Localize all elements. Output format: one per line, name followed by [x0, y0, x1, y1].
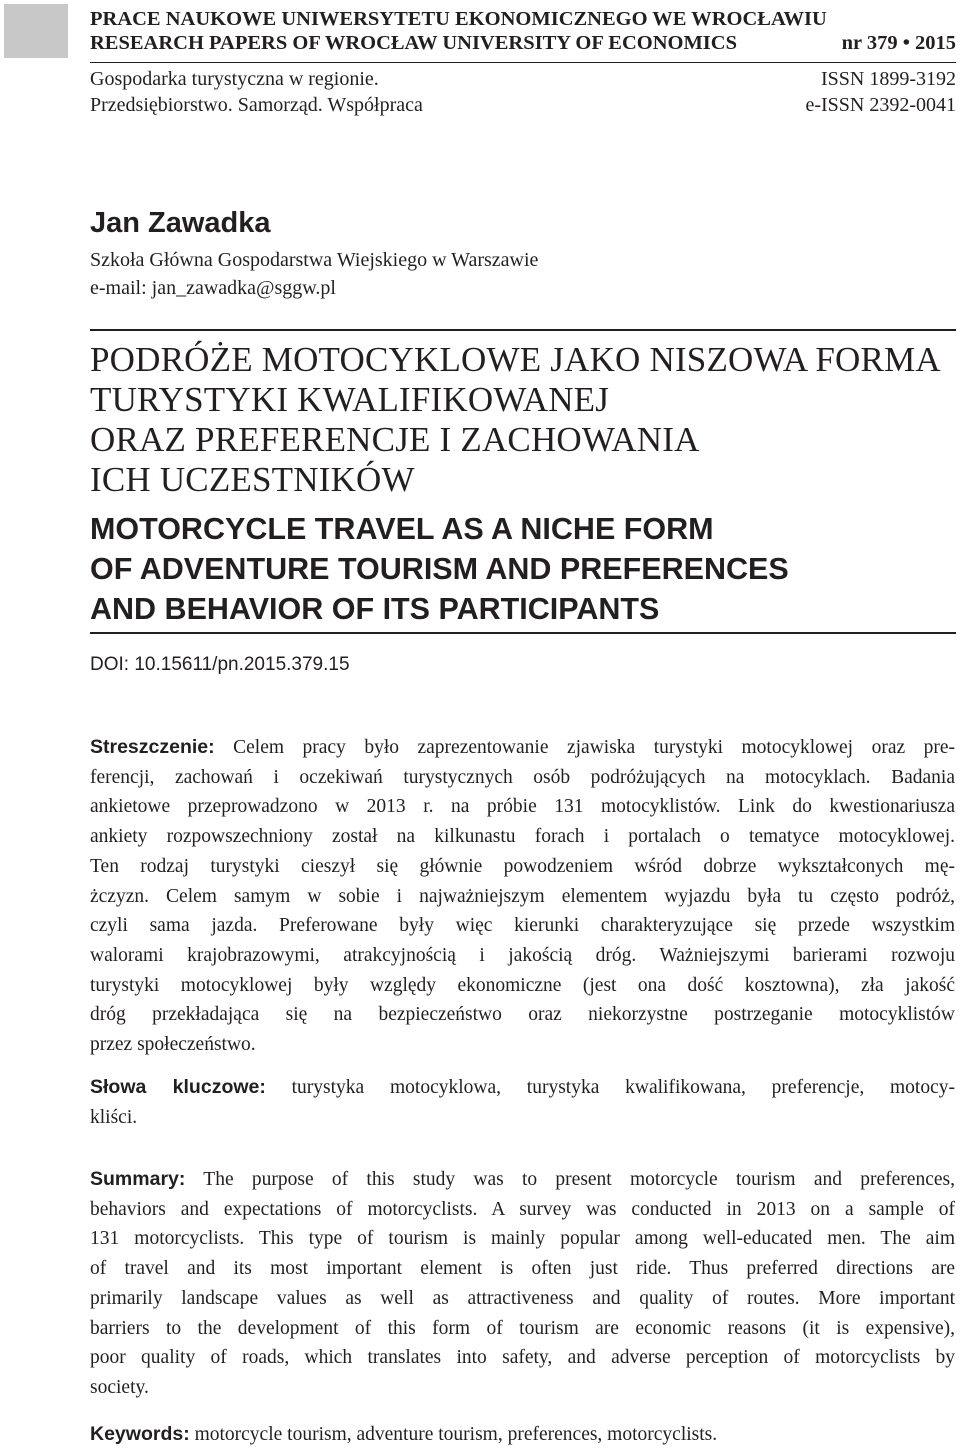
- issn-block: [805, 66, 956, 118]
- title-en-line: OF ADVENTURE TOURISM AND PREFERENCES: [90, 552, 789, 586]
- abstract-pl-line: walorami krajobrazowymi, atrakcyjnością i jakością dróg. Ważniejszymi barierami rozwoju: [90, 944, 955, 966]
- abstract-en: [90, 1165, 955, 1403]
- journal-issue: nr 379 • 2015: [841, 32, 956, 54]
- title-pl-line: ICH UCZESTNIKÓW: [90, 460, 415, 499]
- eissn: e-ISSN 2392-0041: [805, 94, 956, 116]
- title-pl-line: ORAZ PREFERENCJE I ZACHOWANIA: [90, 420, 700, 459]
- volume-title-line-2: Przedsiębiorstwo. Samorząd. Współpraca: [90, 94, 423, 116]
- header-grey-block: [4, 4, 68, 58]
- title-bottom-rule: [90, 632, 956, 634]
- journal-series-en: RESEARCH PAPERS OF WROCŁAW UNIVERSITY OF ECONOMICS: [90, 32, 737, 54]
- abstract-pl-line: przez społeczeństwo.: [90, 1034, 256, 1056]
- abstract-pl-line: żczyzn. Celem samym w sobie i najważniejszym elementem wyjazdu była tu często podróż,: [90, 885, 955, 907]
- volume-title-line-1: Gospodarka turystyczna w regionie.: [90, 68, 379, 90]
- abstract-en-line: of travel and its most important element is often just ride. Thus preferred directions are: [90, 1258, 955, 1280]
- keywords-en-label: Keywords:: [90, 1423, 190, 1445]
- journal-series-pl: PRACE NAUKOWE UNIWERSYTETU EKONOMICZNEGO WE WROCŁAWIU: [90, 8, 827, 30]
- abstract-pl-line: ankiety rozpowszechniony został na kilkunastu forach i portalach o tematyce motocyklowej.: [90, 826, 955, 848]
- issn: ISSN 1899-3192: [820, 68, 956, 90]
- keywords-pl: [90, 1073, 955, 1132]
- keywords-en: [90, 1420, 955, 1450]
- keywords-en-line: motorcycle tourism, adventure tourism, preferences, motorcyclists.: [194, 1424, 718, 1445]
- title-en-line: MOTORCYCLE TRAVEL AS A NICHE FORM: [90, 512, 714, 546]
- keywords-pl-label: Słowa kluczowe:: [90, 1076, 266, 1098]
- title-top-rule: [90, 329, 956, 331]
- volume-title: [90, 66, 423, 118]
- title-en-line: AND BEHAVIOR OF ITS PARTICIPANTS: [90, 592, 660, 626]
- abstract-pl-label: Streszczenie:: [90, 736, 215, 758]
- keywords-pl-line: kliści.: [90, 1106, 138, 1128]
- author-name: Jan Zawadka: [90, 207, 271, 239]
- abstract-pl-line: czyli sama jazda. Preferowane były więc kierunki charakteryzujące się przede wszystkim: [90, 915, 955, 937]
- title-pl-line: TURYSTYKI KWALIFIKOWANEJ: [90, 380, 610, 419]
- journal-series-row: [90, 31, 956, 55]
- abstract-pl-line: ankietowe przeprowadzono w 2013 r. na próbie 131 motocyklistów. Link do kwestionariusza: [90, 796, 955, 818]
- abstract-pl-line: dróg przekładająca się na bezpieczeństwo oraz niekorzystne postrzeganie motocyklistów: [90, 1004, 955, 1026]
- journal-header: [90, 7, 956, 55]
- abstract-en-line: 131 motorcyclists. This type of tourism is mainly popular among well-educated men. The aim: [90, 1228, 955, 1250]
- abstract-en-line: barriers to the development of this form of tourism are economic reasons (it is expensive),: [90, 1317, 955, 1339]
- abstract-en-line: poor quality of roads, which translates into safety, and adverse perception of motorcyclists by: [90, 1347, 955, 1369]
- abstract-en-line: society.: [90, 1376, 149, 1398]
- abstract-en-label: Summary:: [90, 1168, 186, 1190]
- author-affiliation: Szkoła Główna Gospodarstwa Wiejskiego w Warszawie: [90, 249, 539, 271]
- doi: DOI: 10.15611/pn.2015.379.15: [90, 654, 350, 675]
- keywords-pl-line: turystyka motocyklowa, turystyka kwalifikowana, preferencje, motocy-: [291, 1077, 955, 1098]
- abstract-pl-line: Ten rodzaj turystyki cieszył się głównie powodzeniem wśród dobrze wykształconych mę-: [90, 855, 955, 877]
- author-affiliation-block: [90, 246, 538, 302]
- abstract-en-line: primarily landscape values as well as attractiveness and quality of routes. More important: [90, 1287, 955, 1309]
- author-email: e-mail: jan_zawadka@sggw.pl: [90, 277, 336, 299]
- abstract-en-line: behaviors and expectations of motorcyclists. A survey was conducted in 2013 on a sample of: [90, 1198, 955, 1220]
- title-pl: [90, 340, 941, 500]
- abstract-pl-line: Celem pracy było zaprezentowanie zjawiska turystyki motocyklowej oraz pre-: [233, 737, 956, 758]
- abstract-pl-line: turystyki motocyklowej były względy ekonomiczne (jest ona dość kosztowna), zła jakość: [90, 974, 955, 996]
- title-en: [90, 509, 789, 629]
- abstract-pl: [90, 733, 955, 1060]
- abstract-en-line: The purpose of this study was to present motorcycle tourism and preferences,: [203, 1169, 955, 1190]
- header-divider: [90, 62, 956, 63]
- abstract-pl-line: ferencji, zachowań i oczekiwań turystycznych osób podróżujących na motocyklach. Badania: [90, 766, 955, 788]
- title-pl-line: PODRÓŻE MOTOCYKLOWE JAKO NISZOWA FORMA: [90, 340, 941, 379]
